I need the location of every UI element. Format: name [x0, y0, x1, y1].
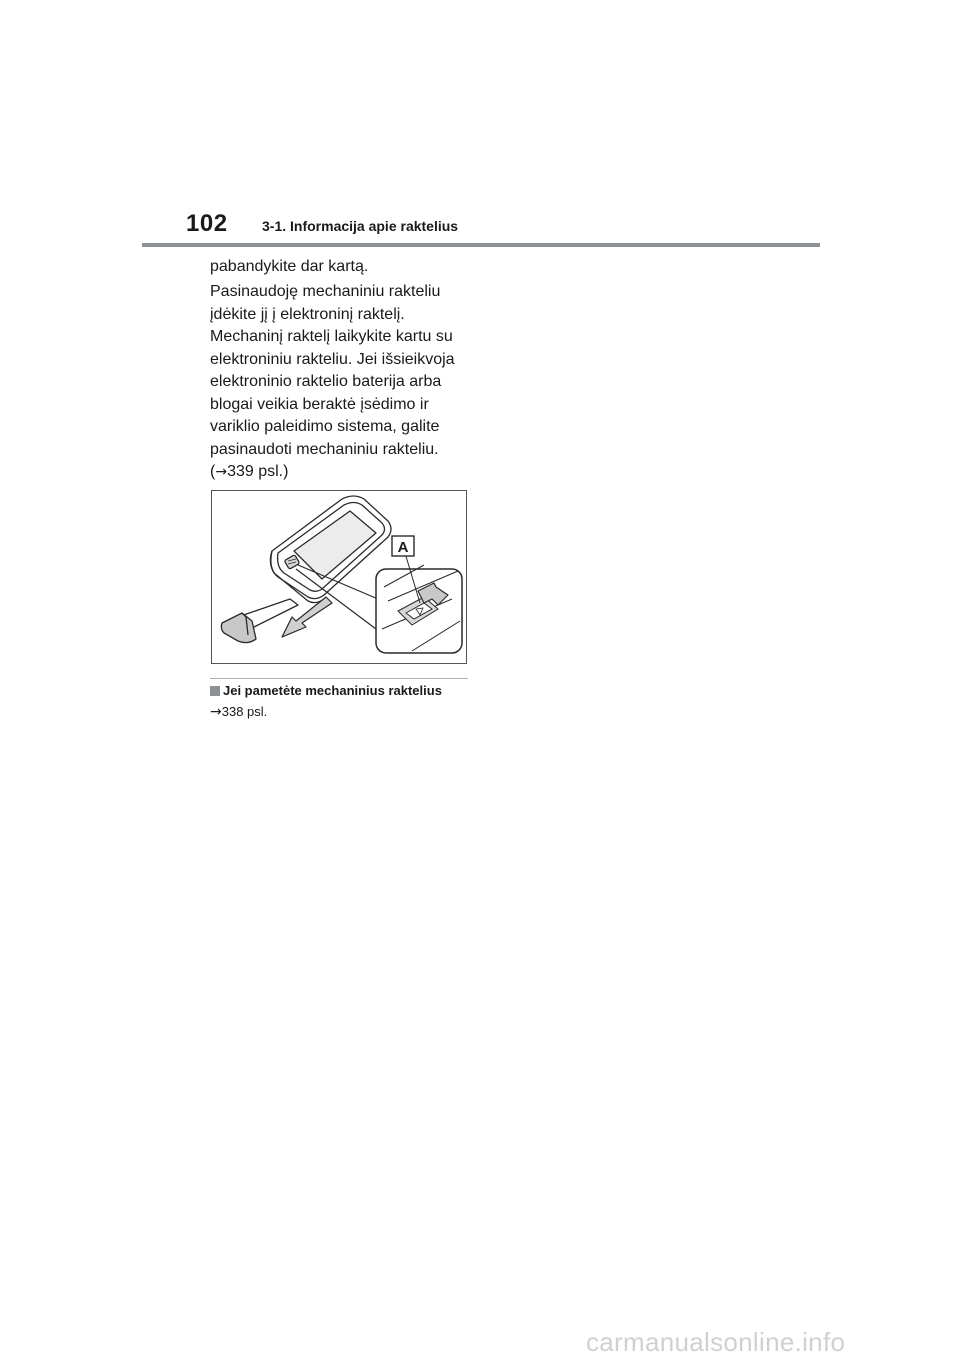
- header-divider: [142, 243, 820, 247]
- callout-label: A: [397, 539, 409, 556]
- page-number: 102: [186, 210, 228, 237]
- subsection-divider: [210, 678, 468, 679]
- page-reference: 339 psl.): [227, 463, 289, 480]
- subsection-reference: [210, 704, 267, 720]
- section-title: 3-1. Informacija apie raktelius: [262, 218, 459, 234]
- arrow-right-icon: →: [210, 704, 222, 720]
- square-bullet-icon: [210, 686, 220, 696]
- watermark: carmanualsonline.info: [586, 1327, 846, 1357]
- subsection-reference-text: 338 psl.: [221, 704, 268, 719]
- subsection-heading: [210, 683, 442, 698]
- paragraph-mechanical-key: [210, 281, 472, 484]
- arrow-right-icon: →: [215, 464, 228, 480]
- paragraph-mechanical-key-text: Pasinaudoję mechaniniu rakteliu įdėkite jį į elektroninį raktelį. Mechaninį raktelį laikykite kartu su elektroniniu rakteliu. Jei išsieikvoja elektroninio raktelio baterija arba blogai veikia beraktė įsėdimo ir variklio paleidimo sistema, galite pasinaudoti mechaniniu rakteliu.: [210, 283, 455, 458]
- subsection-heading-text: Jei pametėte mechaninius raktelius: [223, 683, 442, 698]
- key-illustration: [211, 490, 467, 664]
- paragraph-continuation: pabandykite dar kartą.: [210, 258, 369, 275]
- page-reference-open: (: [210, 463, 216, 480]
